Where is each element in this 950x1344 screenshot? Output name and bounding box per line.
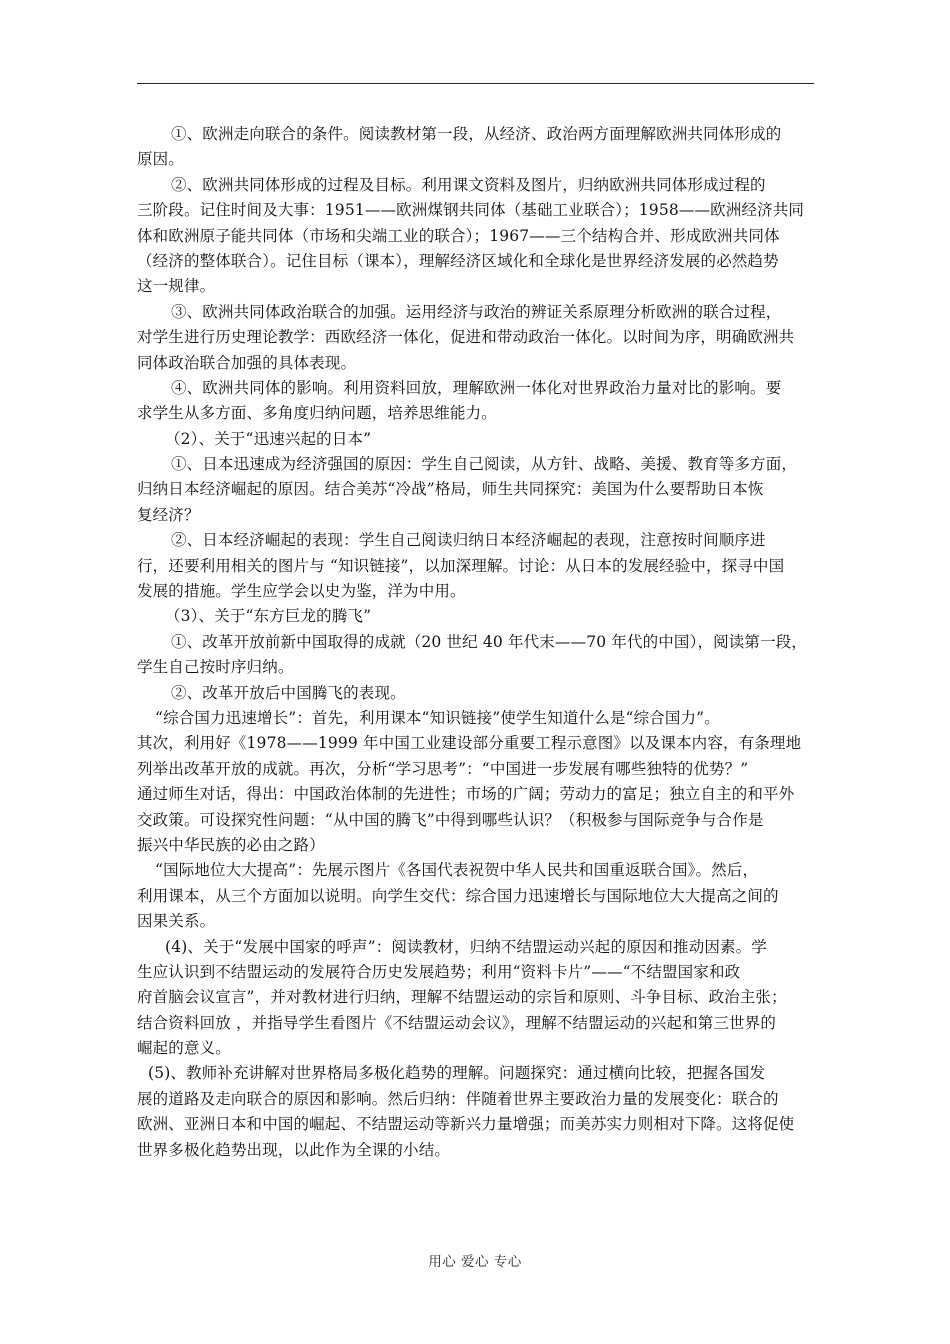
- text-line: 归纳日本经济崛起的原因。结合美苏“冷战”格局，师生共同探究：美国为什么要帮助日本恢: [137, 480, 764, 499]
- text-line: “国际地位大大提高”：先展示图片《各国代表祝贺中华人民共和国重返联合国》。然后，: [155, 861, 759, 880]
- text-line: 这一规律。: [137, 277, 216, 296]
- text-line: 振兴中华民族的必由之路）: [137, 835, 325, 854]
- text-line: 通过师生对话，得出：中国政治体制的先进性；市场的广阔；劳动力的富足；独立自主的和平外: [137, 785, 795, 804]
- text-line: 行，还要利用相关的图片与 “知识链接”，以加深理解。讨论：从日本的发展经验中，探寻中国: [137, 556, 785, 575]
- text-line: ②、日本经济崛起的表现：学生自己阅读归纳日本经济崛起的表现，注意按时间顺序进: [171, 531, 766, 550]
- text-line: 原因。: [137, 150, 184, 169]
- text-line: （经济的整体联合）。记住目标（课本），理解经济区域化和全球化是世界经济发展的必然趋势: [137, 251, 779, 270]
- text-line: ②、改革开放后中国腾飞的表现。: [171, 683, 406, 702]
- text-line: 体和欧洲原子能共同体（市场和尖端工业的联合）；1967——三个结构合并、形成欧洲共同体: [137, 226, 780, 245]
- text-line: 世界多极化趋势出现，以此作为全课的小结。: [137, 1140, 451, 1159]
- text-line: 结合资料回放 ，并指导学生看图片《不结盟运动会议》，理解不结盟运动的兴起和第三世界的: [137, 1013, 776, 1032]
- text-line: ①、欧洲走向联合的条件。阅读教材第一段，从经济、政治两方面理解欧洲共同体形成的: [171, 125, 782, 143]
- text-line: 利用课本，从三个方面加以说明。向学生交代：综合国力迅速增长与国际地位大大提高之间的: [137, 886, 779, 905]
- text-line: ②、欧洲共同体形成的过程及目标。利用课文资料及图片，归纳欧洲共同体形成过程的: [171, 175, 766, 194]
- text-line: （3）、关于“东方巨龙的腾飞”: [165, 607, 372, 626]
- text-line: “综合国力迅速增长”：首先，利用课本“知识链接”使学生知道什么是“综合国力”。: [155, 708, 720, 727]
- text-line: 崛起的意义。: [137, 1039, 231, 1058]
- text-line: 因果关系。: [137, 912, 216, 931]
- text-line: ①、日本迅速成为经济强国的原因：学生自己阅读，从方针、战略、美援、教育等多方面，: [171, 455, 798, 474]
- text-line: 复经济？: [137, 505, 200, 524]
- text-line: ④、欧洲共同体的影响。利用资料回放，理解欧洲一体化对世界政治力量对比的影响。要: [171, 378, 782, 397]
- text-line: （2）、关于“迅速兴起的日本”: [165, 429, 372, 448]
- text-line: 交政策。可设探究性问题：“从中国的腾飞”中得到哪些认识？（积极参与国际竞争与合作是: [137, 810, 764, 829]
- text-line: 列举出改革开放的成就。再次，分析“学习思考”：“中国进一步发展有哪些独特的优势？”: [137, 759, 749, 778]
- text-line: 学生自己按时序归纳。: [137, 658, 294, 677]
- text-line: 展的道路及走向联合的原因和影响。然后归纳：伴随着世界主要政治力量的发展变化：联合的: [137, 1089, 779, 1108]
- text-line: ①、改革开放前新中国取得的成就（20 世纪 40 年代末——70 年代的中国），阅读第一段，: [171, 632, 808, 651]
- page-footer: 用心 爱心 专心: [428, 1254, 522, 1270]
- text-line: 对学生进行历史理论教学：西欧经济一体化，促进和带动政治一体化。以时间为序，明确欧洲共: [137, 328, 795, 347]
- text-line: (5)、教师补充讲解对世界格局多极化趋势的理解。问题探究：通过横向比较，把握各国发: [148, 1064, 766, 1083]
- text-line: 发展的措施。学生应学会以史为鉴，洋为中用。: [137, 582, 466, 601]
- text-line: (4)、关于“发展中国家的呼声”：阅读教材，归纳不结盟运动兴起的原因和推动因素。学: [165, 937, 767, 956]
- text-line: ③、欧洲共同体政治联合的加强。运用经济与政治的辨证关系原理分析欧洲的联合过程，: [171, 302, 782, 321]
- text-line: 府首脑会议宣言”，并对教材进行归纳，理解不结盟运动的宗旨和原则、斗争目标、政治主张；: [137, 988, 787, 1007]
- text-line: 同体政治联合加强的具体表现。: [137, 353, 357, 372]
- document-body: [137, 122, 817, 1163]
- text-line: 其次，利用好《1978——1999 年中国工业建设部分重要工程示意图》以及课本内容，有条理地: [137, 734, 802, 753]
- text-line: 求学生从多方面、多角度归纳问题，培养思维能力。: [137, 404, 497, 423]
- text-line: 生应认识到不结盟运动的发展符合历史发展趋势；利用“资料卡片”——“不结盟国家和政: [137, 962, 741, 981]
- text-line: 三阶段。记住时间及大事：1951——欧洲煤钢共同体（基础工业联合）；1958——欧洲经济共同: [137, 201, 805, 220]
- text-line: 欧洲、亚洲日本和中国的崛起、不结盟运动等新兴力量增强；而美苏实力则相对下降。这将促使: [137, 1115, 795, 1134]
- header-rule: [137, 83, 814, 84]
